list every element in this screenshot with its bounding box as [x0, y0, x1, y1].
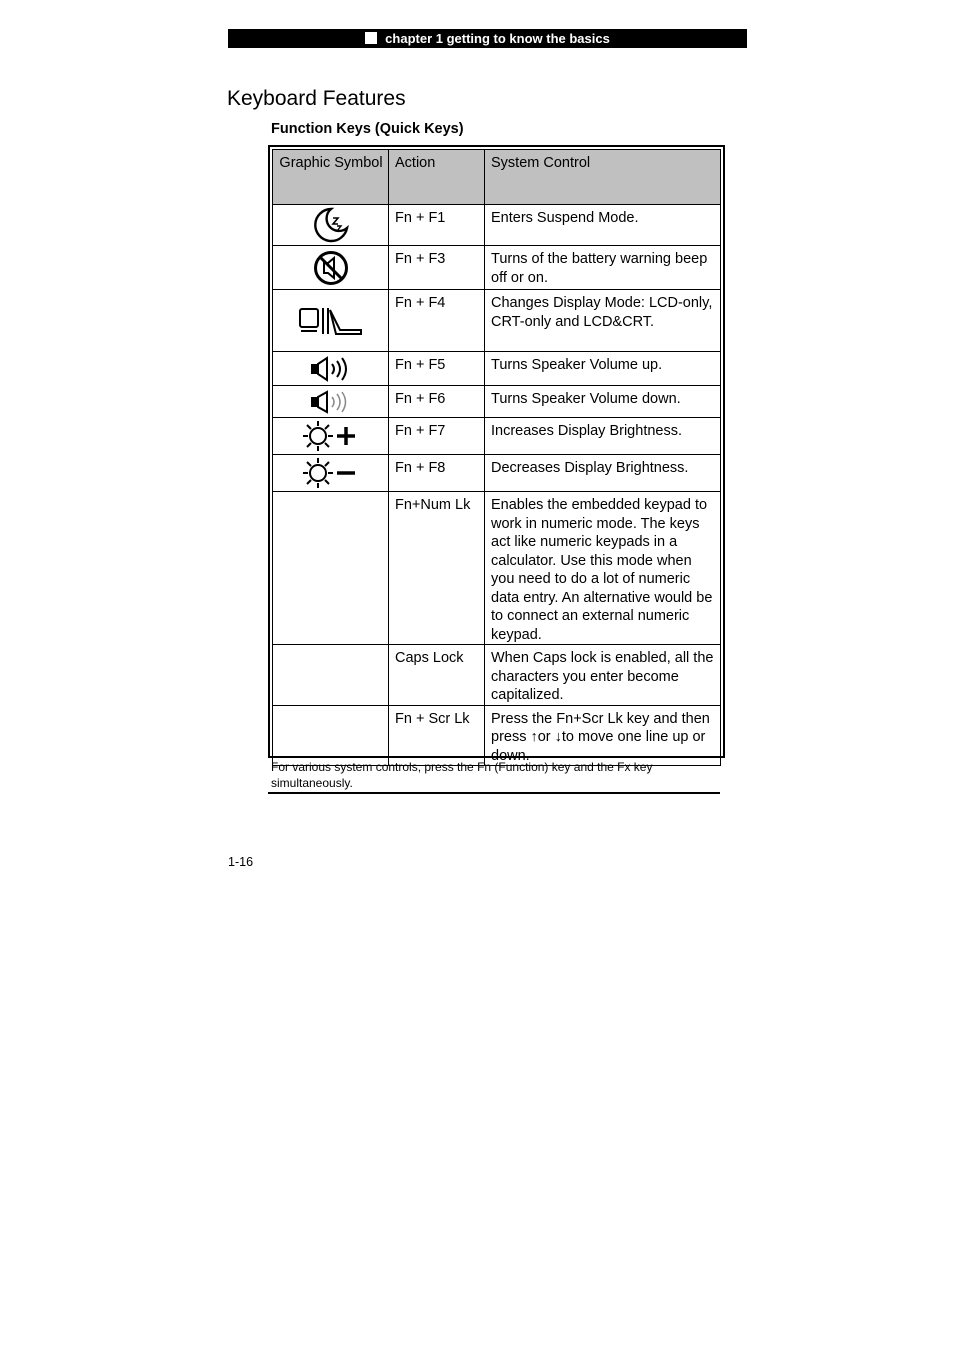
table-row: [273, 492, 721, 645]
header-action: Action: [389, 150, 485, 205]
control-cell: Changes Display Mode: LCD-only, CRT-only and LCD&CRT.: [485, 290, 721, 352]
table-row: [273, 386, 721, 418]
control-cell: Enters Suspend Mode.: [485, 205, 721, 246]
symbol-cell: [273, 705, 389, 766]
symbol-cell: [273, 352, 389, 386]
table-row: [273, 352, 721, 386]
action-cell: Fn + Scr Lk: [389, 705, 485, 766]
footnote-divider: [268, 792, 720, 794]
chapter-header-bar: [228, 29, 747, 48]
control-cell: Enables the embedded keypad to work in numeric mode. The keys act like numeric keypads in a calculator. Use this mode when you need to do a lot of numeric data entry. An alternative would be to connect an external numeric keypad.: [485, 492, 721, 645]
speaker-mute-icon: [311, 249, 351, 287]
brightness-up-icon: [303, 419, 359, 453]
symbol-cell: [273, 246, 389, 290]
action-cell: Fn + F3: [389, 246, 485, 290]
symbol-cell: [273, 290, 389, 352]
action-cell: Fn + F8: [389, 455, 485, 492]
table-row: [273, 705, 721, 766]
page-number: 1-16: [228, 855, 254, 869]
table-row: [273, 205, 721, 246]
square-bullet-icon: [365, 32, 377, 44]
table-row: [273, 290, 721, 352]
symbol-cell: [273, 645, 389, 706]
header-system-control: System Control: [485, 150, 721, 205]
section-heading: Function Keys (Quick Keys): [271, 121, 464, 137]
table-header-row: [273, 150, 721, 205]
action-cell: Fn + F5: [389, 352, 485, 386]
symbol-cell: [273, 205, 389, 246]
function-keys-table: [272, 149, 721, 766]
action-cell: Fn+Num Lk: [389, 492, 485, 645]
action-cell: Fn + F6: [389, 386, 485, 418]
control-cell: When Caps lock is enabled, all the characters you enter become capitalized.: [485, 645, 721, 706]
symbol-cell: [273, 492, 389, 645]
control-cell: Press the Fn+Scr Lk key and then press ↑or ↓to move one line up or down.: [485, 705, 721, 766]
volume-down-icon: [309, 390, 353, 414]
table-row: [273, 455, 721, 492]
symbol-cell: [273, 455, 389, 492]
brightness-down-icon: [303, 456, 359, 490]
control-cell: Turns of the battery warning beep off or on.: [485, 246, 721, 290]
page-title: Keyboard Features: [227, 87, 406, 110]
control-cell: Turns Speaker Volume down.: [485, 386, 721, 418]
action-cell: Fn + F1: [389, 205, 485, 246]
action-cell: Fn + F4: [389, 290, 485, 352]
header-graphic-symbol: Graphic Symbol: [273, 150, 389, 205]
moon-icon: [311, 206, 351, 244]
display-mode-icon: [298, 304, 364, 338]
action-cell: Fn + F7: [389, 418, 485, 455]
control-cell: Turns Speaker Volume up.: [485, 352, 721, 386]
symbol-cell: [273, 418, 389, 455]
action-cell: Caps Lock: [389, 645, 485, 706]
table-row: [273, 645, 721, 706]
symbol-cell: [273, 386, 389, 418]
control-cell: Decreases Display Brightness.: [485, 455, 721, 492]
control-cell: Increases Display Brightness.: [485, 418, 721, 455]
table-row: [273, 246, 721, 290]
volume-up-icon: [309, 356, 353, 382]
table-footnote: For various system controls, press the Fn (Function) key and the Fx key simultaneously.: [271, 760, 653, 790]
chapter-title: chapter 1 getting to know the basics: [385, 31, 610, 46]
function-keys-table-frame: [268, 145, 725, 764]
table-row: [273, 418, 721, 455]
